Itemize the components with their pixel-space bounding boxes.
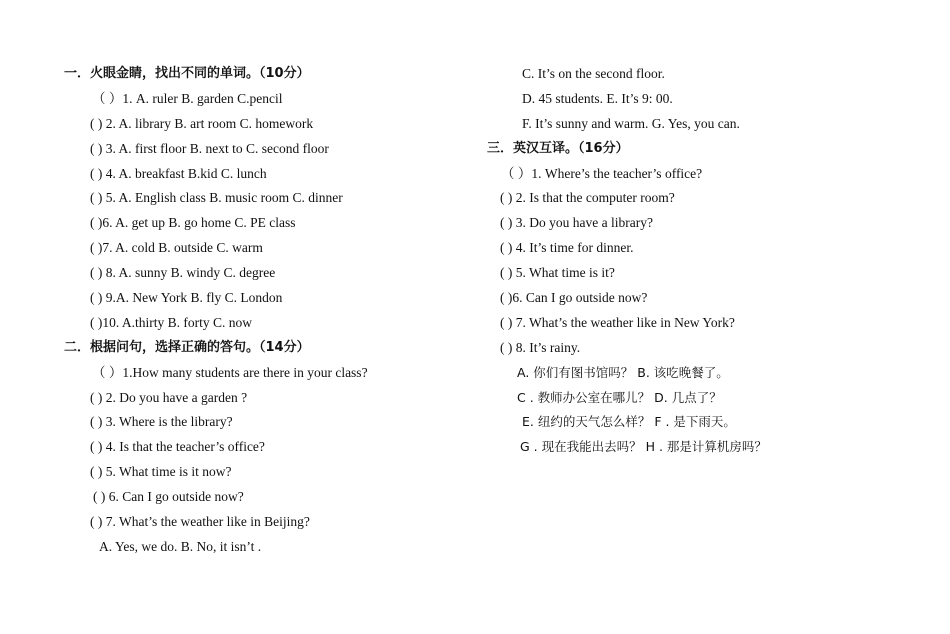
left-line: ( ) 3. Where is the library? xyxy=(90,414,233,430)
left-line: A. Yes, we do. B. No, it isn’t . xyxy=(99,538,262,554)
left-line: （ ）1. A. ruler B. garden C.pencil xyxy=(92,90,283,106)
right-line: D. 45 students. E. It’s 9: 00. xyxy=(522,90,673,106)
left-column xyxy=(64,62,474,560)
left-section-heading: 二．根据问句，选择正确的答句。（14分） xyxy=(64,339,310,355)
left-line: ( ) 2. Do you have a garden ? xyxy=(90,389,248,405)
left-line: ( ) 6. Can I go outside now? xyxy=(93,489,244,505)
left-line: ( )7. A. cold B. outside C. warm xyxy=(90,240,263,256)
left-line: ( ) 3. A. first floor B. next to C. second floor xyxy=(90,140,329,156)
right-line: ( ) 7. What’s the weather like in New York? xyxy=(500,314,735,330)
right-line: A. 你们有图书馆吗？ B. 该吃晚餐了。 xyxy=(517,364,729,380)
right-line: ( ) 2. Is that the computer room? xyxy=(500,190,675,206)
right-line: G . 现在我能出去吗？ H . 那是计算机房吗？ xyxy=(520,439,767,455)
left-line: ( ) 4. Is that the teacher’s office? xyxy=(90,439,265,455)
left-line: ( ) 5. A. English class B. music room C. dinner xyxy=(90,190,343,206)
left-line: ( )6. A. get up B. go home C. PE class xyxy=(90,215,296,231)
left-line: ( ) 7. What’s the weather like in Beijing? xyxy=(90,514,310,530)
right-section-heading: 三．英汉互译。（16分） xyxy=(487,140,629,156)
right-line: ( ) 8. It’s rainy. xyxy=(500,339,581,355)
right-line: ( ) 3. Do you have a library? xyxy=(500,215,653,231)
left-line: ( ) 5. What time is it now? xyxy=(90,464,232,480)
right-line: ( ) 5. What time is it? xyxy=(500,265,615,281)
left-line: ( )10. A.thirty B. forty C. now xyxy=(90,314,252,330)
right-line: （ ）1. Where’s the teacher’s office? xyxy=(501,165,703,181)
left-line: ( ) 9.A. New York B. fly C. London xyxy=(90,290,283,306)
left-line: ( ) 2. A. library B. art room C. homework xyxy=(90,115,314,131)
left-section-heading: 一．火眼金睛，找出不同的单词。（10分） xyxy=(64,66,310,81)
left-line: ( ) 8. A. sunny B. windy C. degree xyxy=(90,265,276,281)
right-column xyxy=(487,62,927,460)
right-line: F. It’s sunny and warm. G. Yes, you can. xyxy=(522,115,740,131)
right-line: E. 纽约的天气怎么样？ F . 是下雨天。 xyxy=(522,414,736,430)
right-line: ( ) 4. It’s time for dinner. xyxy=(500,240,634,256)
right-line: C . 教师办公室在哪儿？ D. 几点了？ xyxy=(517,389,722,405)
right-line: C. It’s on the second floor. xyxy=(522,66,665,81)
left-line: ( ) 4. A. breakfast B.kid C. lunch xyxy=(90,165,267,181)
left-line: （ ）1.How many students are there in your class? xyxy=(92,364,368,380)
right-line: ( )6. Can I go outside now? xyxy=(500,290,648,306)
